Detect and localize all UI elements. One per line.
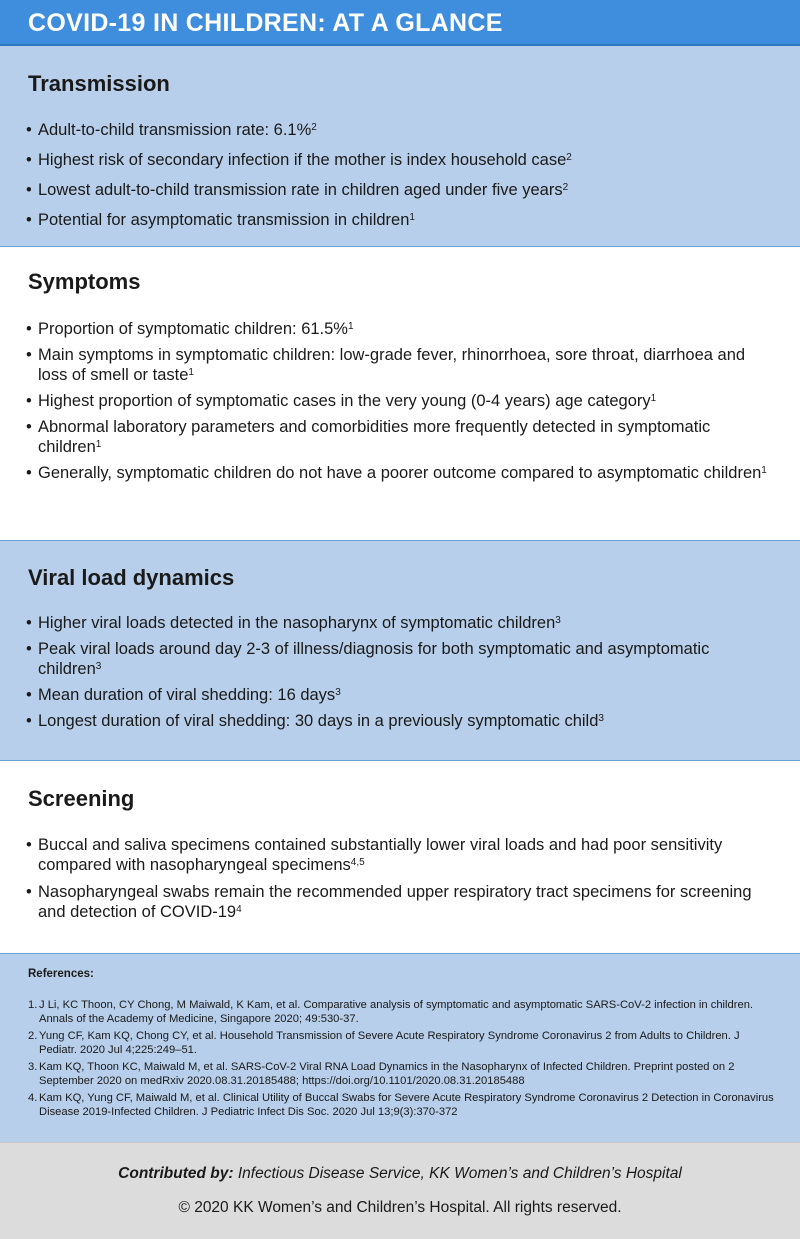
viral-load-heading: Viral load dynamics	[28, 565, 235, 590]
list-item	[26, 210, 770, 230]
list-item-text: Lowest adult-to-child transmission rate in children aged under five years	[38, 181, 563, 199]
footnote-ref: 3	[335, 687, 341, 698]
contributed-label: Contributed by:	[118, 1165, 234, 1182]
footnote-ref: 2	[566, 152, 572, 163]
reference-text: J Li, KC Thoon, CY Chong, M Maiwald, K Kam, et al. Comparative analysis of symptomatic and asymptomatic SARS-CoV-2 infection in children. Annals of the Academy of Medicine, Singapore 2020; 49:530-37.	[39, 999, 754, 1025]
list-item	[26, 711, 770, 731]
list-item	[26, 417, 770, 457]
references-list	[0, 998, 800, 1119]
footer	[0, 1142, 800, 1239]
list-item	[26, 463, 770, 483]
page-title: COVID-19 IN CHILDREN: AT A GLANCE	[0, 0, 800, 46]
transmission-section	[0, 46, 800, 247]
transmission-list	[0, 120, 800, 230]
footnote-ref: 4,5	[350, 857, 365, 868]
footnote-ref: 2	[311, 122, 317, 133]
footnote-ref: 4	[236, 904, 242, 915]
reference-text: Kam KQ, Yung CF, Maiwald M, et al. Clinical Utility of Buccal Swabs for Severe Acute Respiratory Syndrome Coronavirus 2 Detection in Coronavirus Disease 2019-Infected Children. J Pediatric Infect Dis Soc. 2020 Jul 13;9(3):370-372	[39, 1092, 774, 1118]
list-item	[26, 180, 770, 200]
list-item-text: Main symptoms in symptomatic children: low-grade fever, rhinorrhoea, sore throat, diarrhoea and loss of smell or taste	[38, 346, 746, 384]
reference-number: 2.	[28, 1030, 38, 1042]
reference-item	[28, 1060, 774, 1088]
list-item-text: Higher viral loads detected in the nasopharynx of symptomatic children	[38, 614, 556, 632]
list-item-text: Peak viral loads around day 2-3 of illness/diagnosis for both symptomatic and asymptomatic children	[38, 640, 710, 678]
footnote-ref: 3	[555, 615, 561, 626]
symptoms-heading: Symptoms	[28, 269, 141, 294]
viral-load-section	[0, 541, 800, 761]
viral-load-list	[0, 613, 800, 731]
list-item	[26, 882, 770, 922]
footnote-ref: 2	[562, 182, 569, 193]
list-item	[26, 150, 770, 170]
footnote-ref: 1	[409, 212, 415, 223]
footnote-ref: 1	[188, 367, 194, 378]
reference-text: Yung CF, Kam KQ, Chong CY, et al. Household Transmission of Severe Acute Respiratory Syndrome Coronavirus 2 from Adults to Children. J Pediatr. 2020 Jul 4;225:249–51.	[39, 1030, 740, 1056]
reference-number: 1.	[28, 999, 38, 1011]
footnote-ref: 1	[347, 321, 354, 332]
transmission-heading: Transmission	[28, 71, 170, 96]
list-item-text: Proportion of symptomatic children: 61.5%	[38, 320, 348, 338]
list-item	[26, 613, 770, 633]
list-item	[26, 391, 770, 411]
list-item-text: Buccal and saliva specimens contained substantially lower viral loads and had poor sensitivity compared with nasopharyngeal specimens	[38, 836, 723, 874]
reference-number: 4.	[28, 1092, 38, 1104]
reference-item	[28, 1029, 774, 1057]
list-item-text: Generally, symptomatic children do not have a poorer outcome compared to asymptomatic children	[38, 464, 762, 482]
screening-heading: Screening	[28, 786, 135, 811]
footnote-ref: 3	[598, 713, 604, 724]
footnote-ref: 1	[761, 465, 767, 476]
reference-item	[28, 1091, 774, 1119]
footnote-ref: 1	[650, 393, 657, 404]
contributed-text: Infectious Disease Service, KK Women’s and Children’s Hospital	[237, 1165, 682, 1182]
list-item-text: Longest duration of viral shedding: 30 days in a previously symptomatic child	[38, 712, 599, 730]
copyright: © 2020 KK Women’s and Children’s Hospital. All rights reserved.	[178, 1199, 622, 1216]
reference-number: 3.	[28, 1061, 38, 1073]
list-item-text: Highest risk of secondary infection if the mother is index household case	[38, 151, 567, 169]
symptoms-list	[0, 319, 800, 483]
list-item-text: Highest proportion of symptomatic cases in the very young (0-4 years) age category	[38, 392, 651, 410]
list-item-text: Adult-to-child transmission rate: 6.1%	[38, 121, 312, 139]
footnote-ref: 1	[95, 439, 102, 450]
list-item-text: Abnormal laboratory parameters and comorbidities more frequently detected in symptomatic children	[38, 418, 711, 456]
reference-item	[28, 998, 774, 1026]
list-item	[26, 835, 770, 875]
list-item-text: Mean duration of viral shedding: 16 days	[38, 686, 336, 704]
reference-text: Kam KQ, Thoon KC, Maiwald M, et al. SARS-CoV-2 Viral RNA Load Dynamics in the Nasopharynx of Infected Children. Preprint posted on 2 September 2020 on medRxiv 2020.08.31.20185488; https://doi.org/10.1101/2020.08.31.20185488	[39, 1061, 735, 1087]
list-item	[26, 345, 770, 385]
contributed-by	[0, 1165, 800, 1183]
list-item	[26, 639, 770, 679]
list-item	[26, 120, 770, 140]
references-section	[0, 954, 800, 1142]
footnote-ref: 3	[95, 661, 102, 672]
list-item-text: Potential for asymptomatic transmission in children	[38, 211, 410, 229]
list-item-text: Nasopharyngeal swabs remain the recommended upper respiratory tract specimens for screening and detection of COVID-19	[38, 883, 752, 921]
list-item	[26, 319, 770, 339]
screening-section	[0, 761, 800, 954]
references-heading: References:	[28, 968, 94, 980]
list-item	[26, 685, 770, 705]
screening-list	[0, 835, 800, 922]
symptoms-section	[0, 247, 800, 541]
